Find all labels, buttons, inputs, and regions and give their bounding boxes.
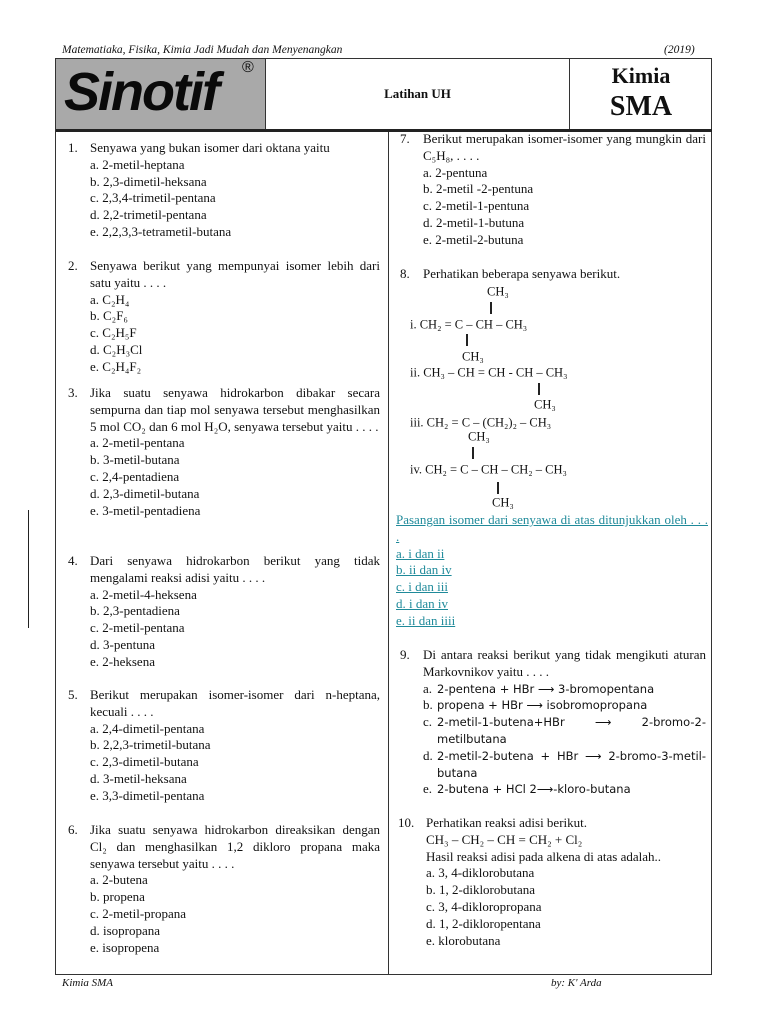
answer-option[interactable]: b. 2-metil -2-pentuna (423, 181, 534, 197)
question-7 (400, 131, 706, 249)
answer-option[interactable]: b. 2,3-pentadiena (90, 603, 180, 619)
question-stem: Jika suatu senyawa hidrokarbon dibakar secara sempurna dan tiap mol senyawa tersebut menghasilkan 5 mol CO₂ dan 6 mol H₂O, senyawa tersebut yaitu . . . . (90, 385, 380, 434)
question-number: 3. (68, 385, 78, 400)
answer-option[interactable]: c. 2-metil-propana (90, 905, 187, 921)
subject-box (569, 59, 712, 129)
answer-option[interactable]: d. 2-metil-1-butuna (423, 214, 525, 230)
question-number: 8. (400, 266, 410, 281)
question-10 (398, 815, 706, 949)
q8-option[interactable]: c. i dan iii (396, 579, 448, 595)
question-9 (400, 647, 706, 798)
answer-option[interactable] (423, 781, 706, 798)
structure-iv-top: CH₃ (468, 429, 490, 444)
question-6 (68, 822, 380, 956)
q8-option[interactable]: a. i dan ii (396, 545, 445, 561)
answer-option[interactable]: b. C₂F₆ (90, 308, 128, 324)
worksheet-title: Latihan UH (384, 86, 451, 101)
answer-option[interactable]: a. 2-metil-heptana (90, 156, 185, 172)
question-number: 4. (68, 553, 78, 568)
q8-option[interactable]: b. ii dan iv (396, 562, 452, 578)
answer-option[interactable]: a. 3, 4-diklorobutana (426, 865, 535, 881)
answer-option[interactable]: c. 2,3-dimetil-butana (90, 754, 199, 770)
option-letter: d. (423, 747, 433, 763)
answer-option[interactable]: b. 2,2,3-trimetil-butana (90, 737, 211, 753)
question-text: Hasil reaksi adisi pada alkena di atas adalah.. (426, 848, 661, 864)
header-year: (2019) (664, 44, 695, 56)
answer-option[interactable]: a. 2-metil-pentana (90, 435, 185, 451)
answer-option[interactable]: a. C₂H₄ (90, 291, 130, 307)
answer-option[interactable] (423, 697, 706, 714)
question-stem: Perhatikan beberapa senyawa berikut. (423, 266, 621, 281)
answer-option[interactable]: e. 3-metil-pentadiena (90, 502, 201, 518)
structure-iv: iv. CH₂ = C – CH – CH₂ – CH₃ (410, 462, 567, 477)
header-tagline: Matematiaka, Fisika, Kimia Jadi Mudah dan Menyenangkan (62, 44, 343, 56)
answer-option[interactable]: c. C₂H₅F (90, 325, 137, 341)
option-text: propena + HBr ⟶ isobromopropana (437, 698, 648, 713)
question-stem: Dari senyawa hidrokarbon berikut yang tidak mengalami reaksi adisi yaitu . . . . (90, 553, 380, 585)
question-8 (400, 266, 706, 283)
registered-mark: ® (242, 59, 254, 76)
question-1 (68, 140, 380, 241)
answer-option[interactable] (423, 748, 706, 782)
structure-i: i. CH₂ = C – CH – CH₃ (410, 317, 528, 332)
option-text: 2-pentena + HBr ⟶ 3-bromopentana (437, 681, 655, 696)
answer-option[interactable]: e. 2,2,3,3-tetrametil-butana (90, 223, 232, 239)
question-number: 7. (400, 131, 410, 146)
question-2 (68, 258, 380, 376)
answer-option[interactable]: d. isopropana (90, 922, 161, 938)
answer-option[interactable]: e. 2-heksena (90, 653, 155, 669)
reaction-formula: CH₃ – CH₂ – CH = CH₂ + Cl₂ (426, 831, 583, 847)
q8-option[interactable]: e. ii dan iiii (396, 612, 456, 628)
structure-i-bottom: CH₃ (462, 349, 484, 364)
bond-line (497, 482, 499, 494)
bond-line (466, 334, 468, 346)
answer-option[interactable]: e. C₂H₄F₂ (90, 358, 142, 374)
sinotif-logo (56, 59, 266, 129)
answer-option[interactable]: c. 3, 4-dikloropropana (426, 898, 542, 914)
question-stem: Senyawa yang bukan isomer dari oktana yaitu (90, 140, 330, 155)
option-text: 2-metil-2-butena + HBr ⟶ 2-bromo-3-metil-butana (437, 748, 706, 780)
subject-line2: SMA (609, 91, 673, 122)
answer-option[interactable]: d. C₂H₃Cl (90, 341, 143, 357)
question-5 (68, 687, 380, 805)
question-3 (68, 385, 380, 519)
question-stem: Senyawa berikut yang mempunyai isomer lebih dari satu yaitu . . . . (90, 258, 380, 290)
answer-option[interactable]: b. 3-metil-butana (90, 452, 180, 468)
answer-option[interactable]: b. 2,3-dimetil-heksana (90, 173, 207, 189)
answer-option[interactable] (423, 681, 706, 698)
answer-option[interactable]: a. 2-butena (90, 872, 148, 888)
answer-option[interactable]: d. 2,2-trimetil-pentana (90, 207, 207, 223)
question-stem: Berikut merupakan isomer-isomer dari n-heptana, kecuali . . . . (90, 687, 380, 719)
q8-option[interactable]: d. i dan iv (396, 595, 448, 611)
bond-line (490, 302, 492, 314)
option-text: 2-butena + HCl 2⟶-kloro-butana (437, 782, 631, 797)
footer-left: Kimia SMA (62, 977, 114, 989)
question-stem: Berikut merupakan isomer-isomer yang mungkin dari C₅H₈, . . . . (423, 131, 706, 163)
answer-option[interactable]: a. 2,4-dimetil-pentana (90, 720, 205, 736)
answer-option[interactable]: e. klorobutana (426, 932, 501, 948)
question-number: 1. (68, 140, 78, 155)
answer-option[interactable]: e. 2-metil-2-butuna (423, 231, 524, 247)
structure-ii: ii. CH₃ – CH = CH - CH – CH₃ (410, 365, 568, 380)
bond-line (472, 447, 474, 459)
margin-mark (28, 510, 29, 628)
answer-option[interactable] (423, 714, 706, 748)
answer-option[interactable]: c. 2-metil-pentana (90, 620, 185, 636)
question-number: 10. (398, 815, 415, 830)
option-letter: c. (423, 714, 433, 730)
bond-line (538, 383, 540, 395)
structure-iv-bottom: CH₃ (492, 495, 514, 510)
answer-option[interactable]: c. 2,3,4-trimetil-pentana (90, 190, 216, 206)
answer-option[interactable]: d. 2,3-dimetil-butana (90, 485, 200, 501)
answer-option[interactable]: c. 2-metil-1-pentuna (423, 198, 530, 214)
subject-line1: Kimia (611, 63, 671, 88)
question-stem: Jika suatu senyawa hidrokarbon direaksikan dengan Cl₂ dan menghasilkan 1,2 dikloro propana maka senyawa tersebut yaitu . . . . (90, 822, 380, 871)
option-letter: b. (423, 697, 433, 713)
question-4 (68, 553, 380, 671)
structure-iii: iii. CH₂ = C – (CH₂)₂ – CH₃ (410, 415, 552, 430)
logo-text: Sinotif (64, 62, 218, 122)
answer-option[interactable]: e. 3,3-dimetil-pentana (90, 787, 205, 803)
question-number: 9. (400, 647, 410, 662)
question-stem: Perhatikan reaksi adisi berikut. (426, 815, 588, 830)
answer-option[interactable]: d. 3-metil-heksana (90, 770, 187, 786)
column-divider (388, 132, 389, 975)
answer-option[interactable]: a. 2-metil-4-heksena (90, 586, 197, 602)
answer-option[interactable]: a. 2-pentuna (423, 164, 488, 180)
answer-option[interactable]: d. 3-pentuna (90, 636, 155, 652)
footer-right: by: K' Arda (551, 977, 602, 989)
answer-option[interactable]: b. propena (90, 889, 145, 905)
answer-option[interactable]: c. 2,4-pentadiena (90, 468, 180, 484)
answer-option[interactable]: d. 1, 2-dikloropentana (426, 915, 541, 931)
question-number: 5. (68, 687, 78, 702)
option-text: 2-metil-1-butena+HBr ⟶ 2-bromo-2-metilbutana (437, 715, 706, 746)
option-letter: a. (423, 680, 433, 696)
structure-ii-bottom: CH₃ (534, 397, 556, 412)
answer-option[interactable]: e. isopropena (90, 939, 160, 955)
option-letter: e. (423, 781, 433, 797)
question-number: 6. (68, 822, 78, 837)
question-stem: Di antara reaksi berikut yang tidak mengikuti aturan Markovnikov yaitu . . . . (423, 647, 706, 679)
q8-answer-block (396, 512, 708, 630)
question-number: 2. (68, 258, 78, 273)
structure-i-top: CH₃ (487, 284, 509, 299)
answer-option[interactable]: b. 1, 2-diklorobutana (426, 882, 536, 898)
q8-question: Pasangan isomer dari senyawa di atas ditunjukkan oleh . . . . (396, 512, 708, 544)
